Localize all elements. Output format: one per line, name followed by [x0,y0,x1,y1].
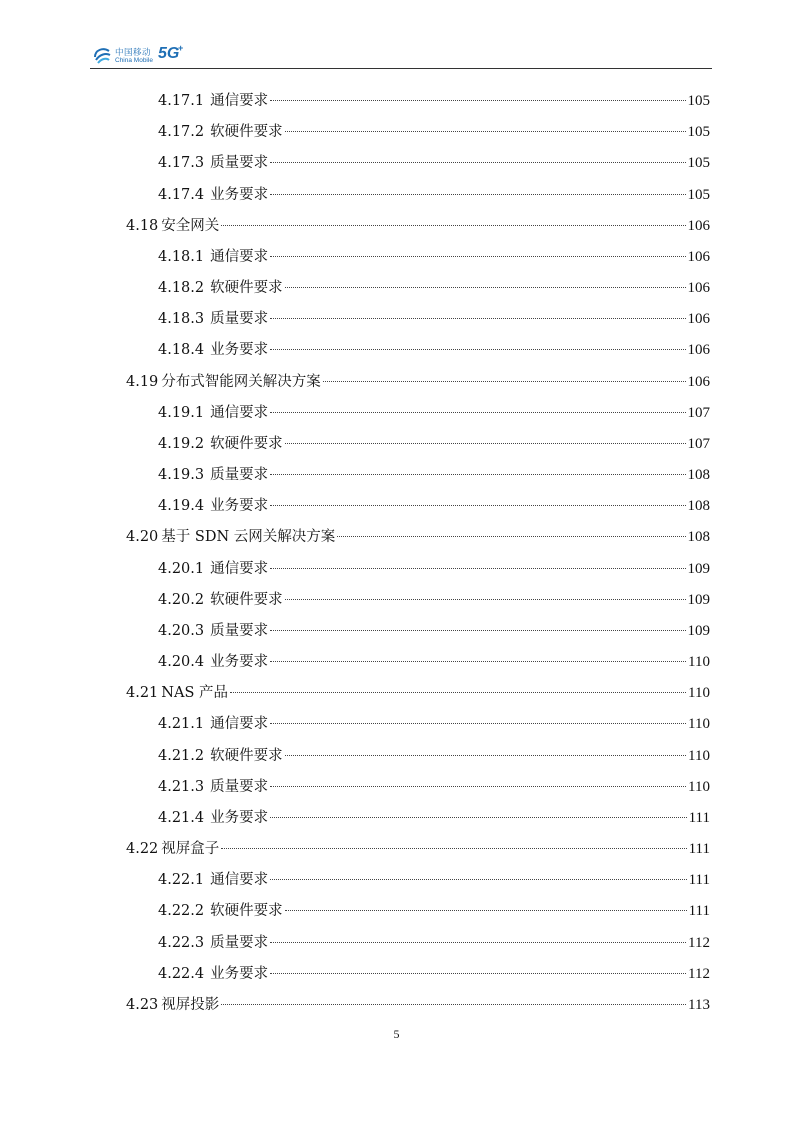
toc-entry-number: 4.19 [126,373,159,390]
toc-entry[interactable] [126,678,710,709]
toc-entry-title: 软硬件要求 [210,280,283,297]
toc-entry-title: 视屏投影 [161,996,220,1013]
toc-dot-leader [270,722,686,724]
toc-entry-title: 软硬件要求 [210,124,283,141]
toc-entry-number: 4.21.1 [158,716,205,733]
toc-dot-leader [285,909,687,911]
toc-dot-leader [270,255,685,257]
toc-entry-page: 110 [688,778,710,795]
toc-entry[interactable] [158,585,710,616]
toc-entry[interactable] [158,865,710,896]
toc-entry[interactable] [126,367,710,398]
toc-dot-leader [270,473,685,475]
toc-entry[interactable] [158,709,710,740]
toc-entry-title: 安全网关 [161,217,220,234]
toc-entry-title: 质量要求 [210,622,269,639]
toc-entry[interactable] [158,647,710,678]
toc-entry-page: 110 [688,716,710,733]
toc-entry-number: 4.20.4 [158,654,205,671]
toc-entry-page: 110 [688,685,710,702]
toc-entry-page: 110 [688,654,710,671]
toc-entry-number: 4.21.3 [158,778,205,795]
toc-entry-title: 质量要求 [210,934,269,951]
toc-entry-page: 107 [687,435,710,452]
toc-entry-title: 软硬件要求 [210,747,283,764]
toc-entry[interactable] [158,460,710,491]
toc-entry-title: 业务要求 [210,809,269,826]
logo-text-en: China Mobile [115,57,153,64]
toc-entry-page: 105 [687,93,710,109]
toc-dot-leader [270,816,686,818]
toc-entry-title: 视屏盒子 [161,841,220,858]
header-rule [90,68,712,69]
toc-entry[interactable] [126,990,710,1021]
toc-entry-number: 4.23 [126,996,159,1013]
toc-entry-page: 105 [687,155,710,172]
toc-dot-leader [270,878,686,880]
toc-dot-leader [270,348,685,350]
china-mobile-logo [92,45,202,69]
toc-entry[interactable] [158,959,710,990]
toc-dot-leader [270,785,686,787]
toc-dot-leader [285,598,686,600]
toc-entry-page: 109 [687,591,710,608]
toc-entry-number: 4.21.4 [158,809,205,826]
toc-entry[interactable] [158,741,710,772]
toc-dot-leader [270,411,685,413]
toc-entry-number: 4.18.4 [158,342,205,359]
toc-entry[interactable] [158,491,710,522]
toc-entry-page: 108 [687,529,710,546]
toc-entry[interactable] [126,834,710,865]
toc-entry-title: 通信要求 [210,248,269,265]
toc-entry-number: 4.22.2 [158,903,205,920]
toc-entry-title: 基于 SDN 云网关解决方案 [161,529,336,546]
toc-dot-leader [270,504,685,506]
toc-entry[interactable] [158,148,710,179]
toc-entry-title: 软硬件要求 [210,435,283,452]
toc-entry[interactable] [158,117,710,148]
toc-entry-title: 通信要求 [210,872,269,889]
toc-entry-number: 4.17.1 [158,93,205,109]
toc-entry-title: 软硬件要求 [210,903,283,920]
toc-entry[interactable] [158,429,710,460]
toc-entry-page: 106 [687,280,710,297]
toc-dot-leader [221,224,685,226]
toc-entry[interactable] [158,180,710,211]
toc-dot-leader [270,941,686,943]
toc-entry-page: 109 [687,622,710,639]
toc-entry[interactable] [158,335,710,366]
toc-entry-number: 4.20.2 [158,591,205,608]
logo-plus-text: + [178,43,184,53]
toc-entry-page: 106 [687,217,710,234]
toc-entry-number: 4.22 [126,841,159,858]
toc-entry[interactable] [158,772,710,803]
toc-entry-number: 4.19.2 [158,435,205,452]
toc-entry-number: 4.22.3 [158,934,205,951]
toc-entry-page: 106 [687,342,710,359]
toc-entry-title: 业务要求 [210,342,269,359]
toc-entry-number: 4.20.3 [158,622,205,639]
toc-entry[interactable] [158,86,710,117]
toc-entry-number: 4.17.2 [158,124,205,141]
toc-dot-leader [270,567,685,569]
toc-entry-title: 通信要求 [210,560,269,577]
toc-entry-title: 质量要求 [210,155,269,172]
toc-dot-leader [337,535,685,537]
toc-entry[interactable] [158,304,710,335]
toc-entry-number: 4.19.1 [158,404,205,421]
toc-entry-title: 质量要求 [210,311,269,328]
toc-entry-title: 分布式智能网关解决方案 [161,373,321,390]
page-header [90,40,712,70]
toc-entry[interactable] [158,803,710,834]
toc-entry[interactable] [126,211,710,242]
toc-entry-number: 4.19.3 [158,467,205,484]
logo-5g-text: 5G [158,45,180,62]
toc-dot-leader [270,972,686,974]
toc-dot-leader [270,99,685,101]
toc-dot-leader [270,317,685,319]
toc-entry-number: 4.18.2 [158,280,205,297]
toc-entry[interactable] [158,616,710,647]
toc-dot-leader [285,754,686,756]
toc-entry-page: 109 [687,560,710,577]
toc-entry[interactable] [158,554,710,585]
toc-entry[interactable] [158,398,710,429]
toc-dot-leader [221,1003,686,1005]
toc-entry-page: 107 [687,404,710,421]
toc-entry-page: 108 [687,467,710,484]
toc-entry-number: 4.21 [126,685,159,702]
toc-entry-title: 业务要求 [210,498,269,515]
toc-entry-title: 质量要求 [210,778,269,795]
toc-dot-leader [285,442,686,444]
toc-entry-number: 4.21.2 [158,747,205,764]
toc-entry-title: 质量要求 [210,467,269,484]
toc-entry-number: 4.22.1 [158,872,205,889]
toc-dot-leader [270,161,685,163]
toc-entry-number: 4.17.3 [158,155,205,172]
toc-entry-number: 4.19.4 [158,498,205,515]
toc-entry[interactable] [158,928,710,959]
toc-entry-page: 112 [688,934,710,951]
toc-entry-number: 4.17.4 [158,186,205,203]
toc-entry-page: 106 [687,248,710,265]
toc-dot-leader [270,660,686,662]
toc-dot-leader [221,847,686,849]
toc-entry-page: 112 [688,965,710,982]
toc-entry-number: 4.18 [126,217,159,234]
toc-entry[interactable] [158,273,710,304]
toc-entry-page: 105 [687,124,710,141]
toc-dot-leader [285,130,686,132]
toc-dot-leader [323,380,686,382]
china-mobile-logo-icon [92,45,112,65]
toc-entry-page: 108 [687,498,710,515]
toc-entry-page: 111 [688,903,710,920]
toc-entry[interactable] [158,896,710,927]
toc-entry-number: 4.20 [126,529,159,546]
toc-entry-title: 业务要求 [210,186,269,203]
toc-entry-page: 105 [687,186,710,203]
toc-dot-leader [270,629,685,631]
toc-entry-title: NAS 产品 [161,685,228,702]
toc-entry-title: 业务要求 [210,654,269,671]
toc-entry-page: 110 [688,747,710,764]
toc-entry-title: 通信要求 [210,716,269,733]
toc-entry-page: 111 [688,841,710,858]
page-number: 5 [393,1027,400,1041]
logo-text-cn: 中国移动 [115,48,152,58]
toc-entry-title: 软硬件要求 [210,591,283,608]
toc-entry-number: 4.22.4 [158,965,205,982]
toc-entry-title: 通信要求 [210,93,269,109]
toc-entry-number: 4.18.3 [158,311,205,328]
toc-entry-page: 111 [688,809,710,826]
toc-dot-leader [230,691,686,693]
toc-entry-page: 106 [687,311,710,328]
toc-entry[interactable] [158,242,710,273]
toc-entry[interactable] [126,522,710,553]
toc-entry-page: 106 [687,373,710,390]
toc-dot-leader [285,286,686,288]
toc-entry-title: 通信要求 [210,404,269,421]
toc-entry-number: 4.20.1 [158,560,205,577]
toc-entry-title: 业务要求 [210,965,269,982]
toc-entry-page: 113 [688,996,710,1013]
toc-entry-page: 111 [688,872,710,889]
toc-entry-number: 4.18.1 [158,248,205,265]
toc-dot-leader [270,193,685,195]
